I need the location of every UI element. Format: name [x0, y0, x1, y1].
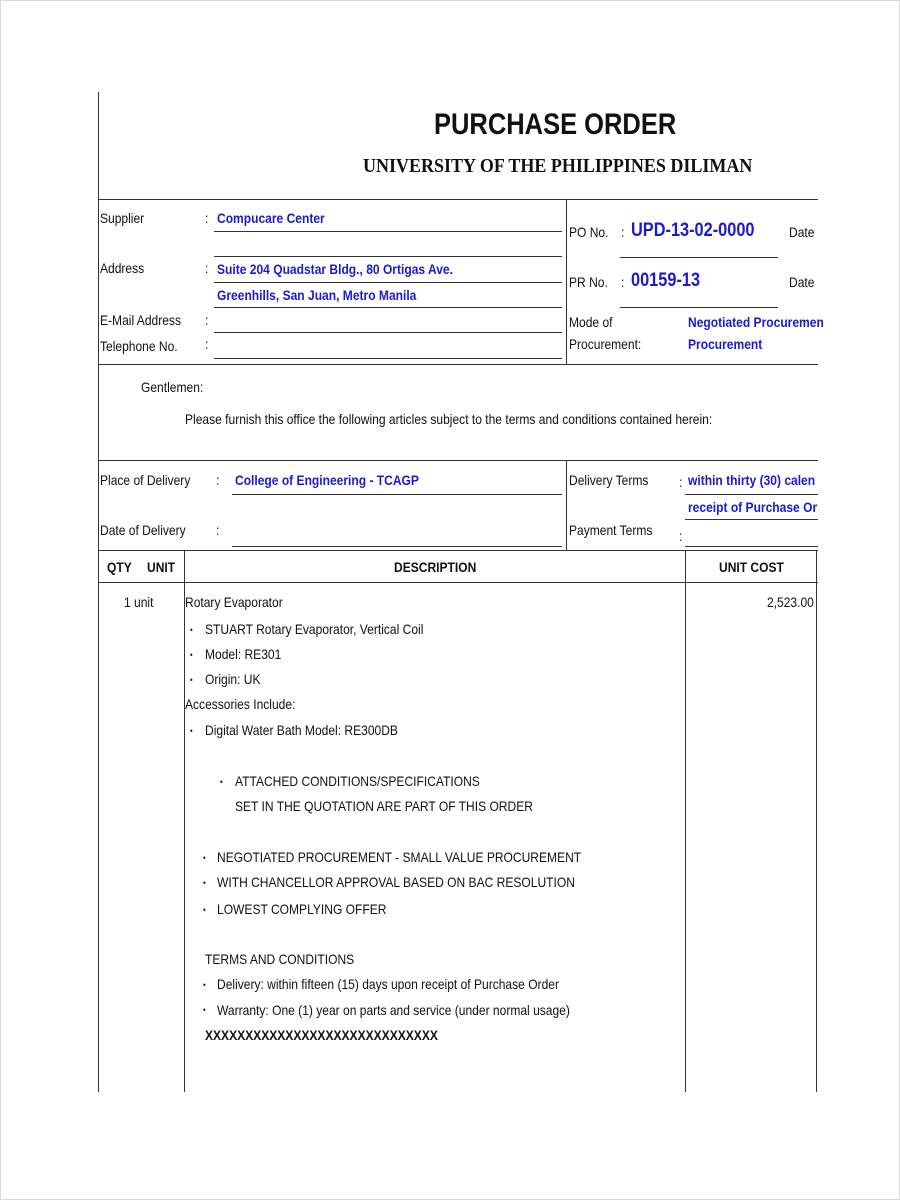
date-of-delivery-colon: : — [216, 522, 220, 538]
accessories-label: Accessories Include: — [185, 696, 296, 712]
po-no-label: PO No. — [569, 224, 609, 240]
po-no-value: UPD-13-02-0000 — [631, 220, 755, 241]
supplier-label: Supplier — [100, 210, 145, 226]
col-header-description: DESCRIPTION — [394, 559, 477, 575]
payment-underline — [685, 546, 818, 547]
delivery-terms-label: Delivery Terms — [569, 472, 649, 488]
spec-item: Model: RE301 — [205, 646, 282, 662]
po-no-colon: : — [621, 224, 625, 240]
place-underline — [232, 494, 562, 495]
bullet-icon: • — [190, 726, 193, 736]
delivery-terms-value-1: within thirty (30) calen — [688, 472, 816, 488]
pr-no-colon: : — [621, 274, 625, 290]
place-of-delivery-label: Place of Delivery — [100, 472, 191, 488]
col-header-qty: QTY — [107, 559, 132, 575]
telephone-colon: : — [205, 336, 209, 352]
address-underline-1 — [214, 256, 562, 257]
payment-terms-colon: : — [679, 528, 683, 544]
mode-value-line-1: Negotiated Procuremen — [688, 314, 824, 330]
telephone-label: Telephone No. — [100, 338, 178, 354]
organization-name: UNIVERSITY OF THE PHILIPPINES DILIMAN — [363, 155, 753, 177]
supplier-underline — [214, 231, 562, 232]
accessory-item: Digital Water Bath Model: RE300DB — [205, 722, 398, 738]
bullet-icon: • — [203, 853, 206, 863]
pr-no-value: 00159-13 — [631, 270, 701, 291]
pr-date-label: Date — [789, 274, 815, 290]
description-item: Rotary Evaporator — [185, 594, 283, 610]
procurement-note: LOWEST COMPLYING OFFER — [217, 901, 387, 917]
payment-terms-label: Payment Terms — [569, 522, 653, 538]
description-terminator: XXXXXXXXXXXXXXXXXXXXXXXXXXXXX — [205, 1027, 438, 1043]
mode-label-line-1: Mode of — [569, 314, 613, 330]
bullet-icon: • — [220, 777, 223, 787]
email-label: E-Mail Address — [100, 312, 181, 328]
terms-underline-1 — [685, 494, 818, 495]
spec-item: STUART Rotary Evaporator, Vertical Coil — [205, 621, 424, 637]
date-of-delivery-label: Date of Delivery — [100, 522, 186, 538]
table-header-top — [98, 550, 818, 551]
supplier-value: Compucare Center — [217, 210, 325, 226]
row-unit-cost: 2,523.00 — [767, 594, 814, 610]
instruction-text: Please furnish this office the following articles subject to the terms and conditions contained herein: — [185, 411, 713, 427]
col-divider-cost — [685, 550, 686, 1092]
page-title: PURCHASE ORDER — [434, 108, 677, 141]
bullet-icon: • — [203, 980, 206, 990]
table-header-bottom — [98, 582, 818, 583]
address-underline-2 — [214, 282, 562, 283]
po-no-underline — [620, 257, 778, 258]
conditions-line-1: ATTACHED CONDITIONS/SPECIFICATIONS — [235, 773, 480, 789]
delivery-terms-value-2: receipt of Purchase Or — [688, 499, 818, 515]
conditions-line-2: SET IN THE QUOTATION ARE PART OF THIS ORDER — [235, 798, 533, 814]
address-line-2: Greenhills, San Juan, Metro Manila — [217, 287, 417, 303]
right-border — [816, 550, 817, 1092]
address-label: Address — [100, 260, 145, 276]
address-underline-3 — [214, 307, 562, 308]
supplier-block-bottom — [98, 364, 818, 365]
terms-item: Delivery: within fifteen (15) days upon receipt of Purchase Order — [217, 976, 559, 992]
greeting-bottom — [98, 460, 818, 461]
bullet-icon: • — [203, 905, 206, 915]
bullet-icon: • — [190, 625, 193, 635]
procurement-note: WITH CHANCELLOR APPROVAL BASED ON BAC RESOLUTION — [217, 874, 575, 890]
place-of-delivery-colon: : — [216, 472, 220, 488]
telephone-underline — [214, 358, 562, 359]
procurement-note: NEGOTIATED PROCUREMENT - SMALL VALUE PROCUREMENT — [217, 849, 582, 865]
email-underline — [214, 332, 562, 333]
col-divider-qty — [184, 550, 185, 1092]
po-date-label: Date — [789, 224, 815, 240]
spec-item: Origin: UK — [205, 671, 261, 687]
address-colon: : — [205, 260, 209, 276]
email-colon: : — [205, 312, 209, 328]
bullet-icon: • — [190, 650, 193, 660]
terms-item: Warranty: One (1) year on parts and service (under normal usage) — [217, 1002, 570, 1018]
date-delivery-underline — [232, 546, 562, 547]
pr-no-label: PR No. — [569, 274, 608, 290]
po-block-divider — [566, 199, 567, 364]
supplier-colon: : — [205, 210, 209, 226]
col-header-unit: UNIT — [147, 559, 176, 575]
bullet-icon: • — [203, 1005, 206, 1015]
bullet-icon: • — [203, 878, 206, 888]
row-qty-unit: 1 unit — [124, 594, 154, 610]
address-line-1: Suite 204 Quadstar Bldg., 80 Ortigas Ave. — [217, 261, 453, 277]
left-border — [98, 92, 99, 1092]
delivery-terms-colon: : — [679, 474, 683, 490]
place-of-delivery-value: College of Engineering - TCAGP — [235, 472, 419, 488]
terms-underline-2 — [685, 519, 818, 520]
bullet-icon: • — [190, 675, 193, 685]
delivery-divider — [566, 460, 567, 550]
salutation: Gentlemen: — [141, 379, 204, 395]
header-divider — [98, 199, 818, 200]
col-header-unit-cost: UNIT COST — [719, 559, 784, 575]
mode-value-line-2: Procurement — [688, 336, 763, 352]
pr-no-underline — [620, 307, 778, 308]
terms-heading: TERMS AND CONDITIONS — [205, 951, 355, 967]
mode-label-line-2: Procurement: — [569, 336, 642, 352]
